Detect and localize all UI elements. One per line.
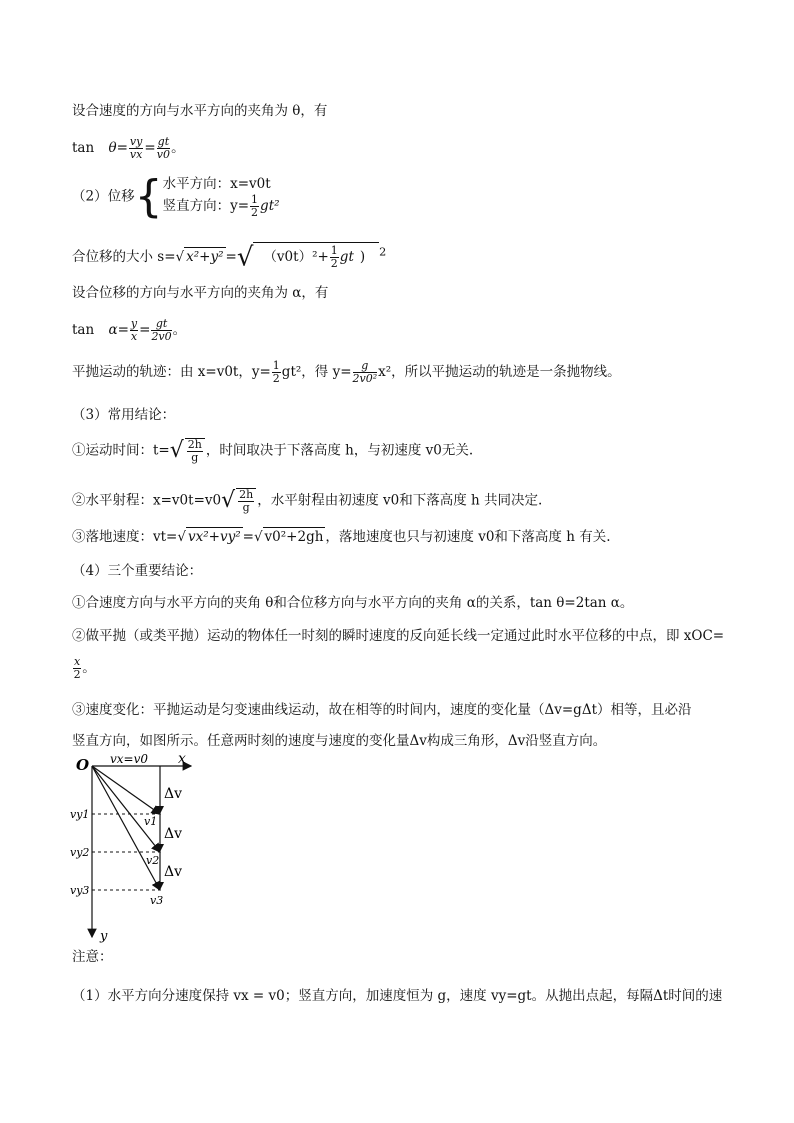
fraction-x-over-2: $\frac{x}{2}$ 。 <box>73 655 96 681</box>
v2-arrow <box>92 766 160 852</box>
fraction-gt-2v0: $\frac{gt}{2v0}$ <box>151 317 172 343</box>
note-item-1: （1）水平方向分速度保持 vx = v0；竖直方向，加速度恒为 g，速度 vy=gt。从抛出点起，每隔Δt时间的速 <box>72 988 723 1004</box>
dv-label-3: Δv <box>164 864 183 880</box>
tan-label: tan <box>72 140 95 156</box>
horizontal-displacement: 水平方向：x=v0t <box>162 176 271 192</box>
vy3-label: vy3 <box>70 884 90 897</box>
dv-label-1: Δv <box>164 786 183 802</box>
formula-tan-alpha: tan α= $\frac{y}{x}$ = $\frac{gt}{2v0}$ 。 <box>72 317 187 343</box>
conclusion-time: ①运动时间：t=√ $\frac{2h}{g}$ ，时间取决于下落高度 h，与初速度 v0无关. <box>72 438 474 464</box>
sqrt-composite: （v0t）²+ $\frac{1}{2}$ gt ) <box>253 242 379 270</box>
fraction-vy-vx: $\frac{vy}{vx}$ <box>129 135 143 161</box>
vy1-label: vy1 <box>70 808 90 821</box>
section-heading-conclusions: （3）常用结论： <box>72 407 176 423</box>
displacement-block <box>72 170 280 222</box>
conclusion-velocity-change: ③速度变化：平抛运动是匀变速曲线运动，故在相等的时间内，速度的变化量（Δv=gΔt）相等，且必沿 <box>72 702 692 718</box>
fraction-y-x: $\frac{y}{x}$ <box>130 317 138 343</box>
left-brace: { <box>134 170 163 222</box>
period: 。 <box>171 140 185 156</box>
conclusion-midpoint: ②做平抛（或类平抛）运动的物体任一时刻的瞬时速度的反向延长线一定通过此时水平位移的中点，即 xOC= <box>72 628 725 644</box>
displacement-components <box>163 174 280 219</box>
v3-label: v3 <box>150 894 164 907</box>
velocity-diagram <box>66 752 206 944</box>
resultant-label: 合位移的大小 s= <box>72 249 176 265</box>
text-line-angle-velocity: 设合速度的方向与水平方向的夹角为 θ，有 <box>72 103 328 119</box>
conclusion-range: ②水平射程：x=v0t=v0√ $\frac{2h}{g}$ ，水平射程由初速度 v0和下落高度 h 共同决定. <box>72 488 543 514</box>
note-heading: 注意： <box>72 949 113 965</box>
sqrt-x2-y2: x²+y² <box>186 249 224 265</box>
vx-label: vx=v0 <box>110 752 149 766</box>
vy2-label: vy2 <box>70 846 90 859</box>
sqrt-2h-g: $\frac{2h}{g}$ <box>185 438 205 464</box>
theta-eq: θ= <box>108 140 128 156</box>
fraction-gt-v0: $\frac{gt}{v0}$ <box>156 135 171 161</box>
vertical-displacement: 竖直方向：y= $\frac{1}{2}$ gt² <box>162 193 280 219</box>
x-label: x <box>178 752 186 767</box>
dv-label-2: Δv <box>164 826 183 842</box>
text-trajectory: 平抛运动的轨迹：由 x=v0t，y= $\frac{1}{2}$ gt²，得 y= $\frac{g}{\text{2v0²}}$ x²，所以平抛运动的轨迹是一条抛物线。 <box>72 359 621 385</box>
text-line-angle-displacement: 设合位移的方向与水平方向的夹角为 α，有 <box>72 285 329 301</box>
formula-tan-theta <box>72 136 185 161</box>
y-label: y <box>100 929 108 944</box>
v1-arrow <box>92 766 160 814</box>
v3-arrow <box>92 766 160 890</box>
v1-label: v1 <box>144 815 158 828</box>
section-heading-three-conclusions: （4）三个重要结论： <box>72 563 203 579</box>
conclusion-velocity-change-cont: 竖直方向，如图所示。任意两时刻的速度与速度的变化量Δv构成三角形，Δv沿竖直方向。 <box>72 733 607 749</box>
conclusion-landing-speed: ③落地速度：vt=√ vx²+vy² =√ v0²+2gh ，落地速度也只与初速度 v0和下落高度 h 有关. <box>72 529 611 545</box>
origin-label: O <box>76 756 90 774</box>
formula-resultant-displacement: 合位移的大小 s=√ x²+y² =√ （v0t）²+ $\frac{1}{2}$ gt ) $^2$ <box>72 242 387 273</box>
displacement-label: （2）位移 <box>72 188 135 205</box>
conclusion-angle-relation: ①合速度方向与水平方向的夹角 θ和合位移方向与水平方向的夹角 α的关系，tan θ=2tan α。 <box>72 595 634 611</box>
equals: = <box>144 140 156 156</box>
v2-label: v2 <box>146 854 160 867</box>
